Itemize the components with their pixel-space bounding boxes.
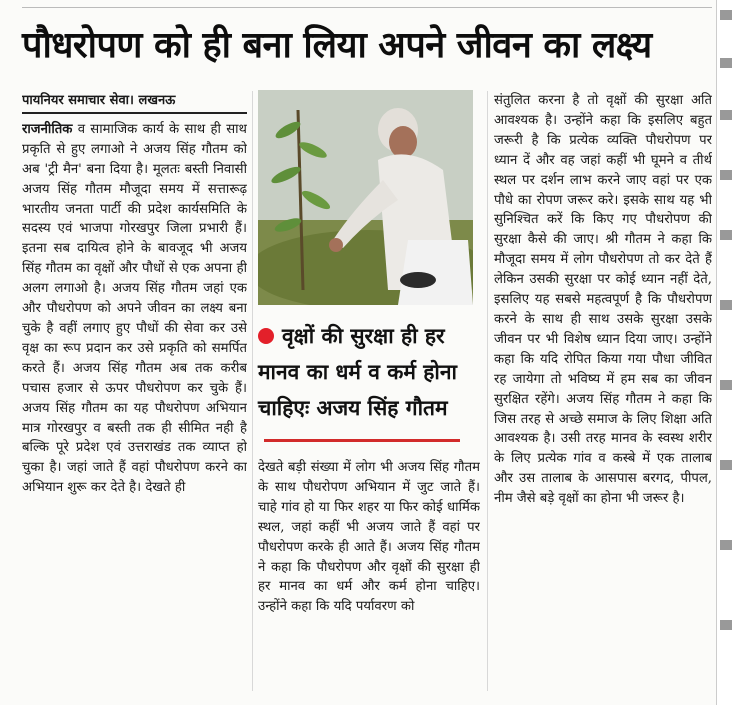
subheading-underline <box>264 439 460 442</box>
headline: पौधरोपण को ही बना लिया अपने जीवन का लक्ष्य <box>22 25 652 66</box>
lead-word: राजनीतिक <box>22 121 73 137</box>
subheading-line-3: चाहिएः अजय सिंह गौतम <box>258 396 448 420</box>
byline-location: लखनऊ <box>138 93 176 108</box>
subheading-line-1: वृक्षों की सुरक्षा ही हर <box>282 324 445 348</box>
column-3-text: संतुलित करना है तो वृक्षों की सुरक्षा अति आवश्यक है। उन्होंने कहा कि इसलिए बहुत जरूरी है कि प्रत्येक व्यक्ति पौधरोपण पर ध्यान दें और वह जहां कहीं भी घूमने व तीर्थ स्थल पर दर्शन लाभ करने जाए वहां पर एक पौधे का रोपण जरूर करे। इसके साथ यह भी सुनिश्चित करें कि किए गए पौधरोपण की सुरक्षा कैसे की जाए। श्री गौतम ने कहा कि मौजूदा समय में लोग पौधरोपण तो कर देते हैं लेकिन उसकी सुरक्षा पर कोई ध्यान नहीं देते, इसलिए यह सबसे महत्वपूर्ण है कि पौधरोपण करने के साथ ही साथ उसके सुरक्षा उसके जीवन पर भी विशेष ध्यान दिया जाए। उन्होंने कहा कि यदि रोपित किया गया पौधा जीवित रह जायेगा तो भविष्य में हम सब का जीवन सुरक्षित रहेंगे। अजय सिंह गौतम ने कहा कि जिस तरह से अच्छे समाज के लिए शिक्षा अति आवश्यक है। उसी तरह मानव के स्वस्थ शरीर के लिए प्रत्येक गांव व कस्बे में एक तालाब और उस तालाब के आसपास बरगद, पीपल, नीम जैसे बड़े वृक्षों का होना भी जरूर है। <box>494 93 712 507</box>
top-rule <box>22 7 712 8</box>
news-photo <box>258 90 473 305</box>
column-separator <box>487 91 488 691</box>
column-2 <box>258 458 480 688</box>
red-bullet-icon <box>258 328 274 344</box>
column-2-text: देखते बड़ी संख्या में लोग भी अजय सिंह गौतम के साथ पौधरोपण अभियान में जुट जाते हैं। चाहे गांव हो या फिर शहर या फिर कोई धार्मिक स्थल, जहां कहीं भी अजय जाते हैं वहां पर पौधरोपण करके ही आते हैं। अजय सिंह गौतम ने कहा कि पौधरोपण और वृक्षों की सुरक्षा ही हर मानव का धर्म और कर्म होना चाहिए। उन्होंने कहा कि यदि पर्यावरण को <box>258 460 480 615</box>
column-1-text: व सामाजिक कार्य के साथ ही साथ प्रकृति से हुए लगाओ ने अजय सिंह गौतम को अब 'ट्री मैन' बना दिया है। मूलतः बस्ती निवासी अजय सिंह गौतम मौजूदा समय में सत्तारूढ़ भारतीय जनता पार्टी की प्रदेश कार्यसमिति के सदस्य एवं भाजपा गोरखपुर जिला प्रभारी हैं। इतना सब दायित्व होने के बावजूद भी अजय सिंह गौतम का वृक्षों और पौधों से एक अपना ही अलग लगाओ है। अजय सिंह गौतम जहां एक और पौधरोपण को अपने जीवन का लक्ष्य बना चुके है वहीं लगाए हुए पौधों की सेवा कर उसे वृक्ष का रूप प्रदान कर उसे प्रकृति को समर्पित करते हैं। अजय सिंह गौतम अब तक करीब पचास हजार से ऊपर पौधरोपण कर चुके हैं। अजय सिंह गौतम का यह पौधरोपण अभियान मात्र गोरखपुर व बस्ती तक ही सीमित नही है बल्कि पूरे प्रदेश एवं उत्तराखंड तक व्याप्त हो चुका है। जहां जाते हैं वहां पौधरोपण करने का अभियान शुरू कर देते है। देखते ही <box>22 121 247 496</box>
column-3 <box>494 91 712 691</box>
column-1 <box>22 91 247 691</box>
subheading-line-2: मानव का धर्म व कर्म होना <box>258 360 457 384</box>
adjacent-column-strip <box>716 0 733 705</box>
column-1-body <box>22 120 247 498</box>
column-separator <box>252 91 253 691</box>
subheading <box>258 318 480 440</box>
byline-agency: पायनियर समाचार सेवा <box>22 93 130 108</box>
man-planting-sapling-photo <box>258 90 473 305</box>
byline: पायनियर समाचार सेवा। लखनऊ <box>22 91 247 114</box>
